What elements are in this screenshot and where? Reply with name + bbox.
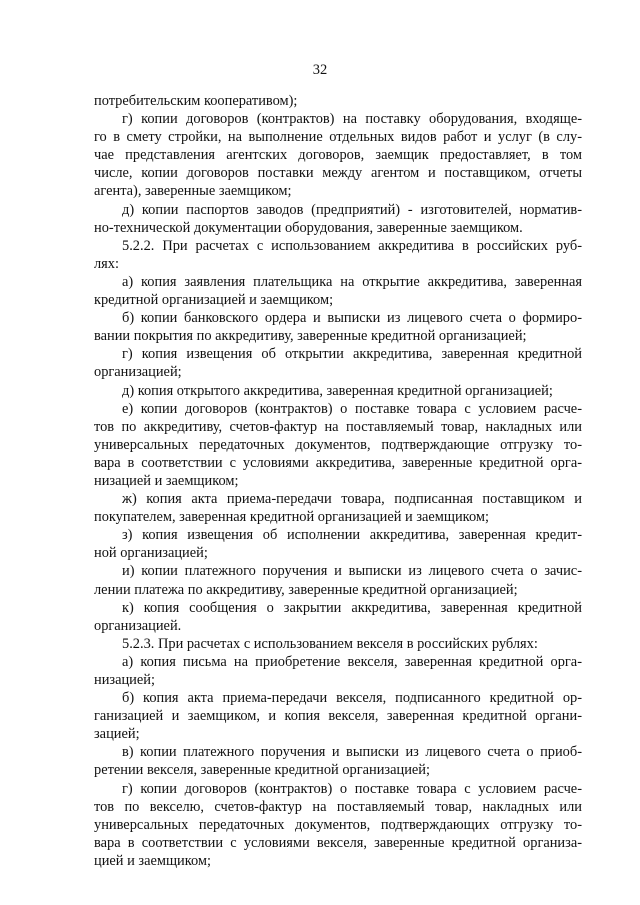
text-line: ганизацией и заемщиком, и копия векселя, заверенная кредитной органи- — [94, 708, 582, 725]
text-line: го в смету стройки, на выполнение отдельных видов работ и услуг (в слу- — [94, 129, 582, 146]
text-line: б) копия акта приема-передачи векселя, подписанного кредитной ор- — [122, 690, 582, 707]
text-line: е) копии договоров (контрактов) о поставке товара с условием расче- — [122, 400, 582, 417]
text-line: низацией; — [94, 672, 155, 688]
text-line: агента), заверенные заемщиком; — [94, 183, 292, 200]
text-line: б) копии банковского ордера и выписки из лицевого счета о формиро- — [122, 310, 582, 327]
text-line: д) копия открытого аккредитива, заверенная кредитной организацией; — [122, 382, 553, 399]
text-line: а) копия заявления плательщика на открытие аккредитива, заверенная — [122, 273, 582, 290]
text-line: г) копия извещения об открытии аккредитива, заверенная кредитной — [122, 346, 582, 363]
body-text — [94, 92, 582, 870]
text-line: к) копия сообщения о закрытии аккредитива, заверенная кредитной — [122, 599, 582, 616]
text-line: но-технической документации оборудования, заверенные заемщиком. — [94, 219, 523, 236]
text-line: в) копии платежного поручения и выписки из лицевого счета о приоб- — [122, 744, 582, 761]
text-line: цией и заемщиком; — [94, 852, 212, 869]
text-line: чае представления агентских договоров, заемщик предоставляет, в том — [94, 147, 582, 164]
text-line: 5.2.3. При расчетах с использованием векселя в российских рублях: — [122, 635, 538, 652]
text-line: числе, копии договоров поставки между агентом и поставщиком, отчеты — [94, 165, 582, 182]
text-line: д) копии паспортов заводов (предприятий) - изготовителей, норматив- — [122, 201, 582, 218]
text-line: организацией. — [94, 617, 182, 634]
text-line: вара в соответствии с условиями аккредитива, заверенные кредитной орга- — [94, 454, 582, 471]
text-line: лях: — [94, 255, 119, 272]
text-line: тов по векселю, счетов-фактур на поставляемый товар, накладных или — [94, 798, 582, 815]
text-line: г) копии договоров (контрактов) о поставке товара с условием расче- — [122, 780, 582, 797]
page-number: 32 — [312, 62, 328, 78]
text-line: организацией; — [94, 364, 182, 381]
text-line: г) копии договоров (контрактов) на поставку оборудования, входяще- — [122, 111, 582, 128]
text-line: ной организацией; — [94, 545, 208, 562]
text-line: 5.2.2. При расчетах с использованием аккредитива в российских руб- — [122, 237, 582, 254]
text-line: потребительским кооперативом); — [94, 93, 298, 109]
text-line: универсальных передаточных документов, подтверждающих отгрузку то- — [94, 816, 582, 833]
text-line: низацией и заемщиком; — [94, 472, 239, 489]
text-line: з) копия извещения об исполнении аккредитива, заверенная кредит- — [122, 527, 582, 544]
text-line: и) копии платежного поручения и выписки из лицевого счета о зачис- — [122, 563, 582, 580]
text-line: ретении векселя, заверенные кредитной организацией; — [94, 762, 430, 779]
text-line: вании покрытия по аккредитиву, заверенные кредитной организацией; — [94, 328, 527, 345]
text-line: ж) копия акта приема-передачи товара, подписанная поставщиком и — [122, 491, 582, 508]
text-line: а) копия письма на приобретение векселя, заверенная кредитной орга- — [122, 653, 582, 670]
text-line: универсальных передаточных документов, подтверждающие отгрузку то- — [94, 436, 582, 453]
text-line: тов по аккредитиву, счетов-фактур на поставляемый товар, накладных или — [94, 418, 582, 435]
text-line: кредитной организацией и заемщиком; — [94, 292, 334, 309]
text-line: покупателем, заверенная кредитной организацией и заемщиком; — [94, 509, 489, 526]
text-line: вара в соответствии с условиями векселя, заверенные кредитной организа- — [94, 834, 582, 851]
text-line: зацией; — [94, 726, 140, 743]
text-line: лении платежа по аккредитиву, заверенные кредитной организацией; — [94, 581, 518, 598]
